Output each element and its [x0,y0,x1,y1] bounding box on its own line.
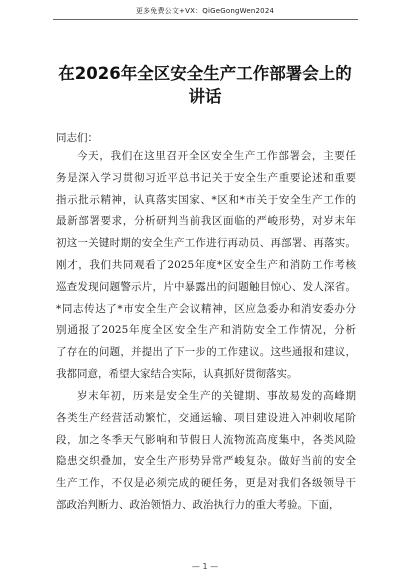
salutation: 同志们： [56,132,98,144]
paragraph-1 [56,146,356,386]
paragraph-line: 隐患交织叠加，安全生产形势异常严峻复杂。做好当前的安全 [56,455,356,468]
paragraph-line: *同志传达了*市安全生产会议精神，区应急委办和消安委办分 [56,302,356,315]
paragraph-line: 段，加之冬季天气影响和节假日人流物流高度集中，各类风险 [56,433,356,446]
paragraph-line: 务是深入学习贯彻习近平总书记关于安全生产重要论述和重要 [56,171,356,184]
header-divider [53,19,358,20]
paragraph-line: 我都同意，希望大家结合实际，认真抓好贯彻落实。 [56,367,298,380]
paragraph-line: 最新部署要求，分析研判当前我区面临的严峻形势，对岁末年 [56,215,356,228]
document-title [40,62,370,108]
paragraph-line: 今天，我们在这里召开全区安全生产工作部署会，主要任 [77,150,356,162]
paragraph-line: 初这一关键时期的安全生产工作进行再动员、再部署、再落实。 [56,237,356,250]
paragraph-line: 别通报了2025年度全区安全生产和消防安全工作情况，分析 [56,324,356,337]
title-line-2: 讲话 [188,87,222,106]
paragraph-line: 指示批示精神，认真落实国家、*区和*市关于安全生产工作的 [56,193,356,206]
paragraph-line: 岁末年初，历来是安全生产的关键期、事故易发的高峰期 [77,390,356,402]
paragraph-line: 各类生产经营活动繁忙，交通运输、项目建设进入冲刺收尾阶 [56,411,356,424]
paragraph-line: 部政治判断力、政治领悟力、政治执行力的重大考验。下面， [56,498,340,511]
title-line-1: 在2026年全区安全生产工作部署会上的 [58,64,352,83]
paragraph-2 [56,386,356,517]
page-number: — 1 — [191,562,219,571]
header-note: 更多免费公文+VX：QiGeGongWen2024 [135,7,275,15]
paragraph-line: 巡查发现问题警示片，片中暴露出的问题触目惊心、发人深省。 [56,280,356,293]
paragraph-line: 生产工作，不仅是必须完成的硬任务，更是对我们各级领导干 [56,477,356,490]
paragraph-line: 了存在的问题，并提出了下一步的工作建议。这些通报和建议， [56,346,356,359]
paragraph-line: 刚才，我们共同观看了2025年度*区安全生产和消防工作考核 [56,258,356,271]
